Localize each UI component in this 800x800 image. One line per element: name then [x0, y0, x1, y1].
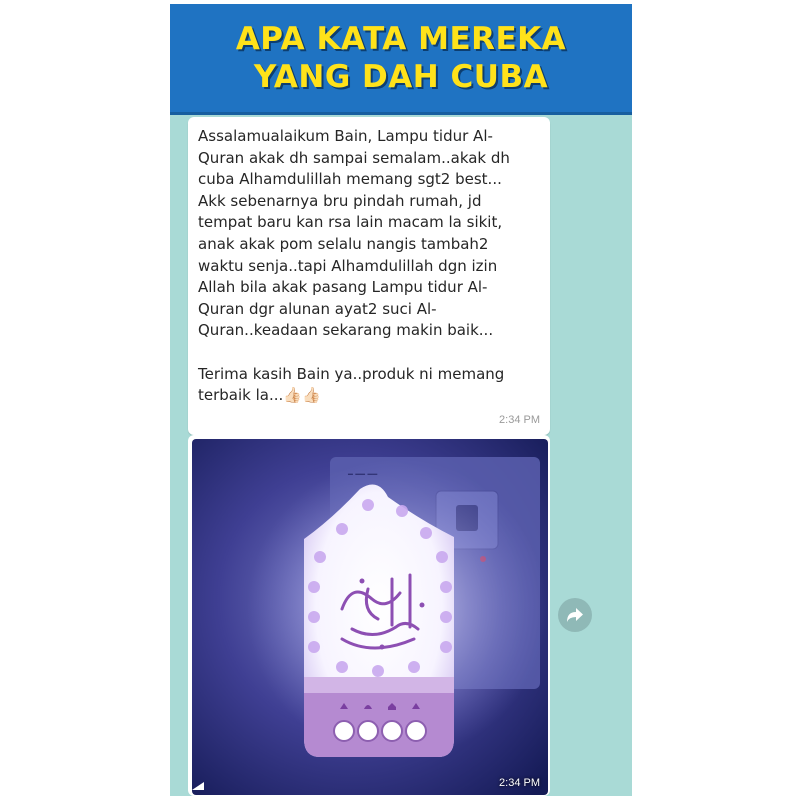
banner-title-line-1: APA KATA MEREKA	[235, 21, 567, 57]
share-arrow-glyph	[566, 607, 584, 623]
banner-title-line-2: YANG DAH CUBA	[253, 59, 549, 95]
share-forward-icon[interactable]	[558, 598, 592, 632]
chat-screenshot	[170, 4, 632, 796]
message-bubble[interactable]	[188, 117, 550, 435]
testimonial-banner	[170, 4, 632, 115]
bubble-tail	[192, 782, 204, 790]
lamp-photo-illustration	[192, 439, 548, 795]
image-time: 2:34 PM	[499, 777, 540, 789]
message-text: Assalamualaikum Bain, Lampu tidur Al- Quran akak dh sampai semalam..akak dh cuba Alhamdulillah memang sgt2 best... Akk sebenarnya bru pindah rumah, jd tempat baru kan rsa lain macam la sikit, anak akak pom selalu nangis tambah2 waktu senja..tapi Alhamdulillah dgn izin Allah bila akak pasang Lampu tidur Al- Quran dgr alunan ayat2 suci Al- Quran..keadaan sekarang makin baik... Terima kasih Bain ya..produk ni memang terbaik la...👍🏻👍🏻	[198, 127, 510, 405]
message-time: 2:34 PM	[499, 414, 540, 426]
image-message-bubble[interactable]	[188, 435, 550, 796]
quran-lamp-photo[interactable]	[192, 439, 548, 795]
